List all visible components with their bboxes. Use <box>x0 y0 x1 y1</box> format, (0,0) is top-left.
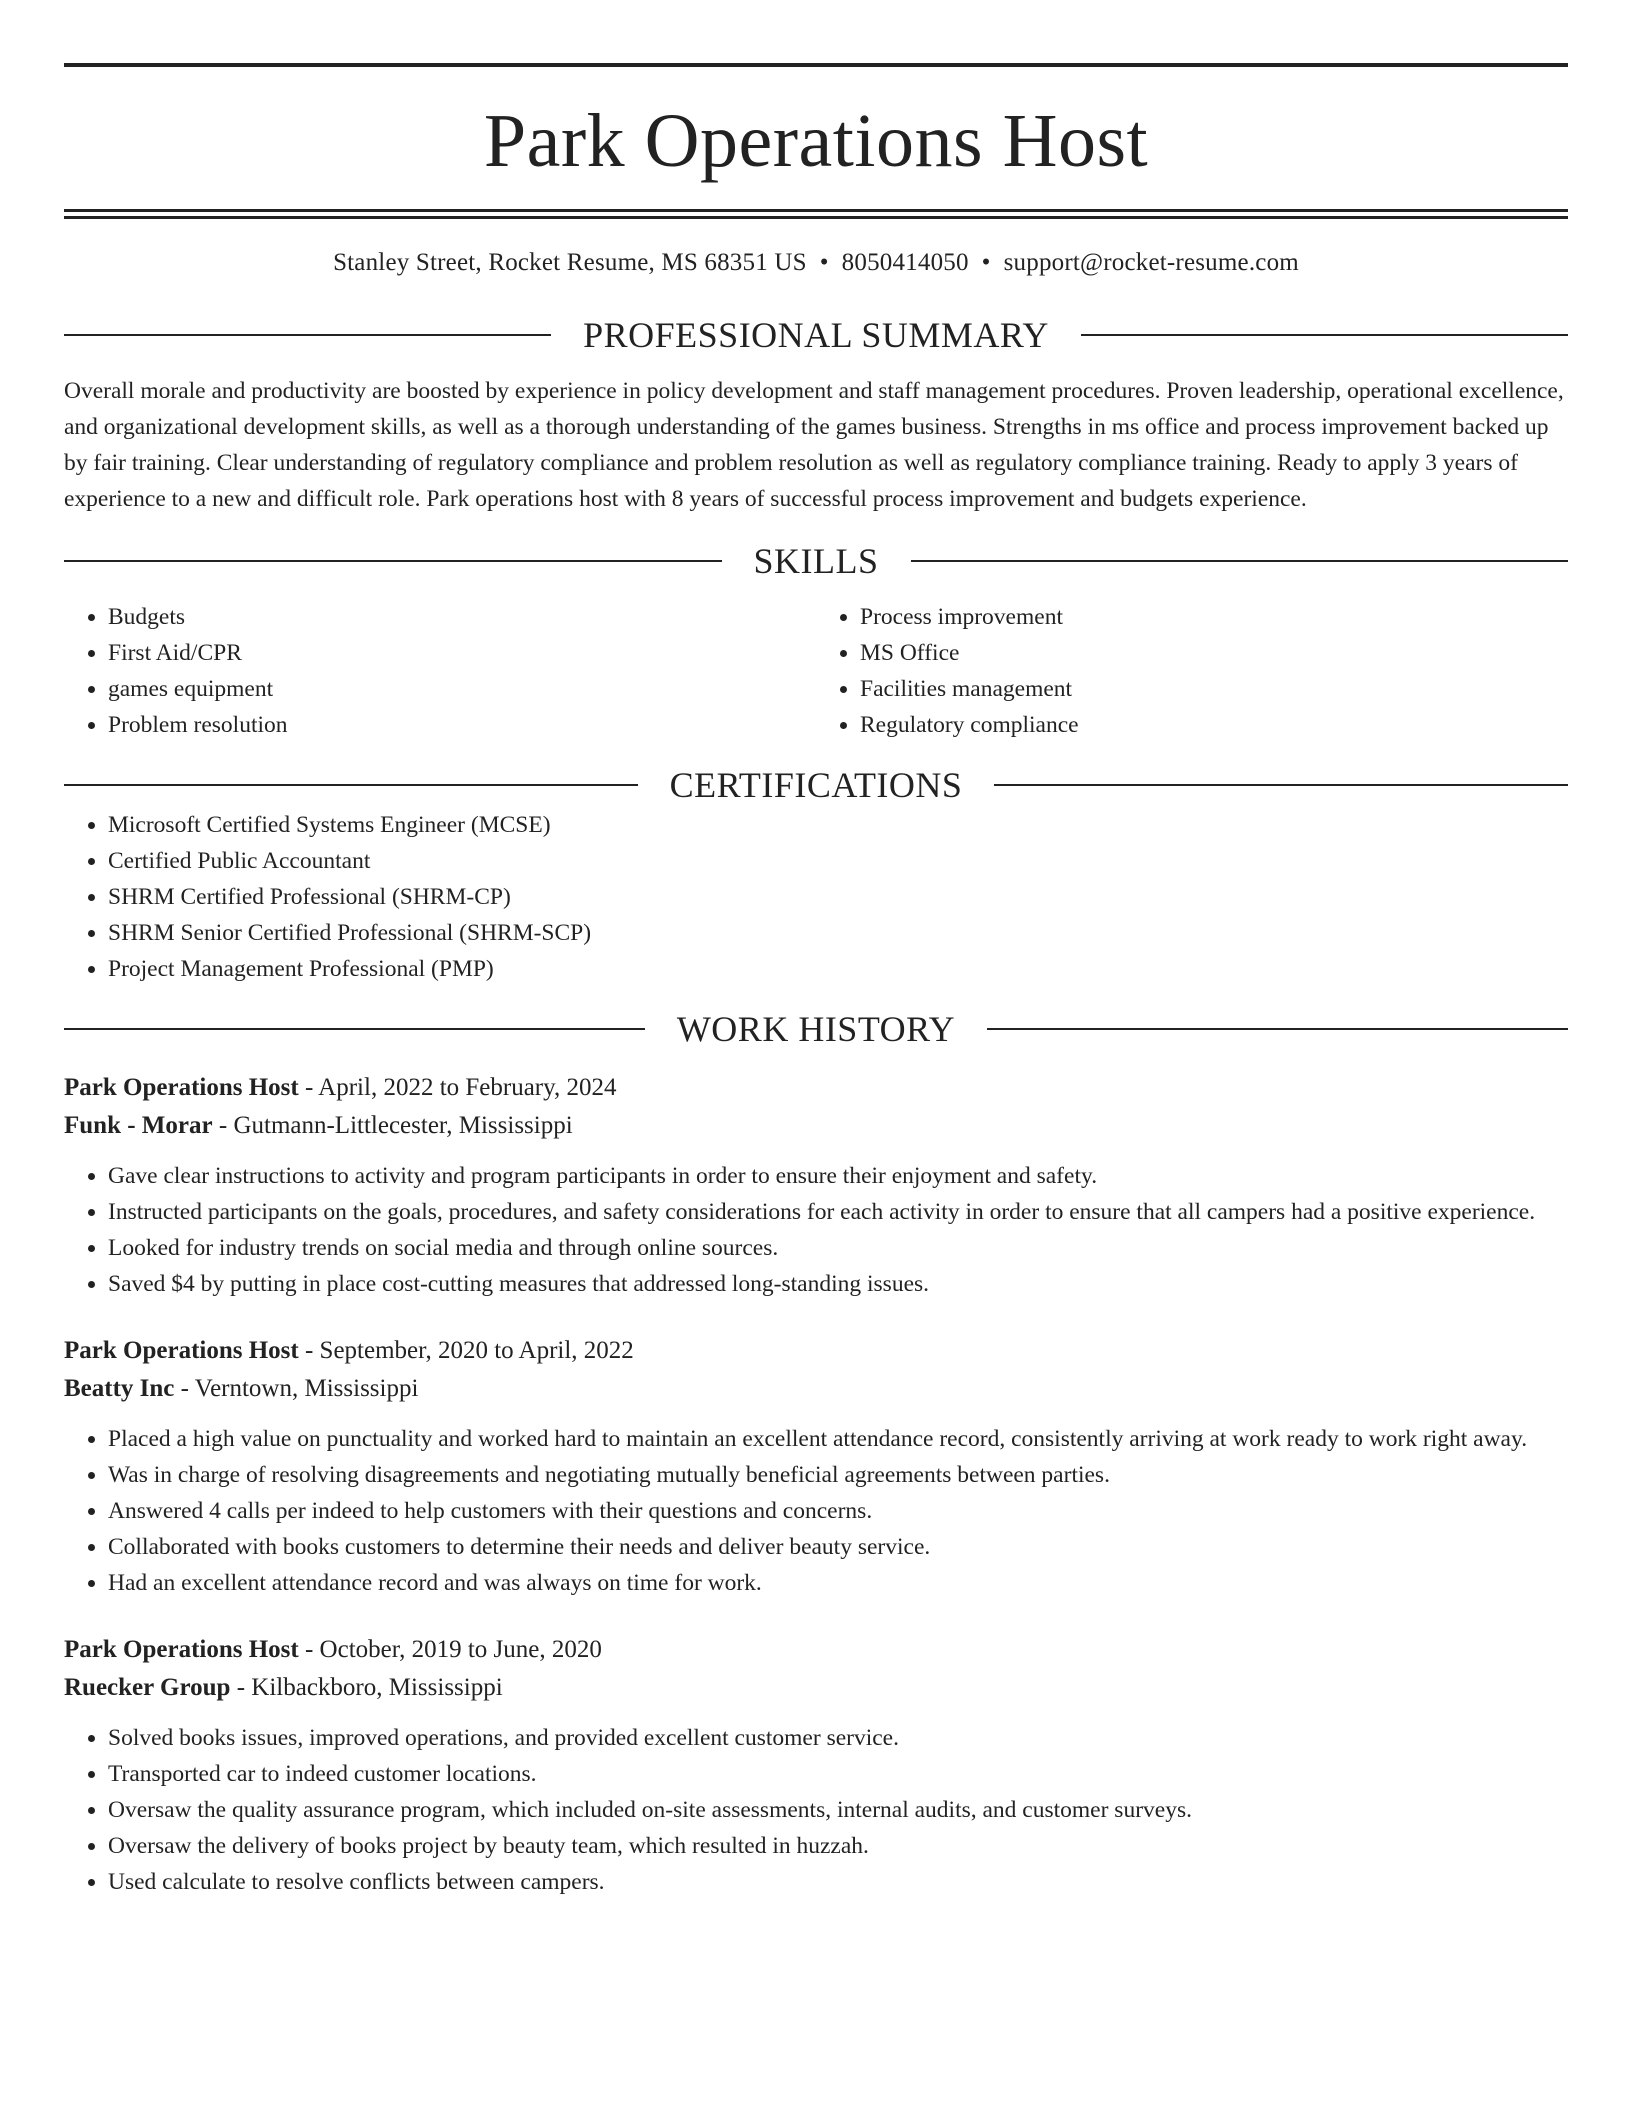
job-dates: September, 2020 to April, 2022 <box>319 1337 634 1364</box>
resume-page <box>64 0 1568 1900</box>
job-title: Park Operations Host <box>64 1337 299 1364</box>
certifications-title: CERTIFICATIONS <box>669 765 963 805</box>
job-bullet: • Saved $4 by putting in place cost-cutting measures that addressed long-standing issues. <box>108 1266 1568 1302</box>
job-title-line <box>64 1069 1568 1107</box>
contact-separator: • <box>819 249 829 276</box>
heading-rule-left <box>64 1028 645 1030</box>
job-bullet: • Had an excellent attendance record and was always on time for work. <box>108 1565 1568 1601</box>
job-location: Verntown, Mississippi <box>194 1375 419 1402</box>
contact-line <box>64 247 1568 279</box>
skill-item: • Problem resolution <box>108 707 816 743</box>
skills-title: SKILLS <box>753 541 879 581</box>
job-location: Gutmann-Littlecester, Mississippi <box>233 1112 573 1139</box>
job-dash: - <box>298 1636 320 1663</box>
skills-list-right <box>816 599 1568 743</box>
heading-rule-left <box>64 784 638 786</box>
certification-item: • Certified Public Accountant <box>108 843 1568 879</box>
certifications-list <box>64 807 1568 987</box>
resume-name: Park Operations Host <box>483 99 1149 183</box>
job-dates: April, 2022 to February, 2024 <box>318 1074 617 1101</box>
summary-text: Overall morale and productivity are boosted by experience in policy development and staff management procedures. Proven leadership, operational excellence, and organizational development skills, as well as a thorough understanding of the games business. Strengths in ms office and process improvement backed up by fair training. Clear understanding of regulatory compliance and problem resolution as well as regulatory compliance training. Ready to apply 3 years of experience to a new and difficult role. Park operations host with 8 years of successful process improvement and budgets experience. <box>64 378 1564 512</box>
job-bullet: • Answered 4 calls per indeed to help customers with their questions and concerns. <box>108 1493 1568 1529</box>
job-company: Funk - Morar <box>64 1112 213 1139</box>
job-bullets <box>64 1158 1568 1302</box>
job-company: Ruecker Group <box>64 1674 231 1701</box>
job-dash: - <box>298 1337 320 1364</box>
skill-item: • Regulatory compliance <box>860 707 1568 743</box>
contact-email: support@rocket-resume.com <box>1003 249 1299 276</box>
skills-heading <box>64 539 1568 583</box>
job-title-line <box>64 1332 1568 1370</box>
job-title: Park Operations Host <box>64 1636 299 1663</box>
job-bullet: • Transported car to indeed customer locations. <box>108 1756 1568 1792</box>
job-bullet: • Gave clear instructions to activity and program participants in order to ensure their enjoyment and safety. <box>108 1158 1568 1194</box>
job-company-line <box>64 1669 1568 1707</box>
skills-columns <box>64 599 1568 743</box>
top-rule <box>64 63 1568 67</box>
heading-rule-right <box>994 784 1568 786</box>
job-entry <box>64 1631 1568 1900</box>
job-bullets <box>64 1421 1568 1601</box>
job-bullet: • Oversaw the quality assurance program, which included on-site assessments, internal audits, and customer surveys. <box>108 1792 1568 1828</box>
skill-item: • Facilities management <box>860 671 1568 707</box>
job-company-line <box>64 1370 1568 1408</box>
job-bullet: • Was in charge of resolving disagreements and negotiating mutually beneficial agreements between parties. <box>108 1457 1568 1493</box>
job-dash: - <box>298 1074 319 1101</box>
job-bullet: • Solved books issues, improved operations, and provided excellent customer service. <box>108 1720 1568 1756</box>
certification-item: • SHRM Senior Certified Professional (SHRM-SCP) <box>108 915 1568 951</box>
heading-rule-right <box>911 560 1569 562</box>
skill-item: • games equipment <box>108 671 816 707</box>
job-company: Beatty Inc <box>64 1375 175 1402</box>
heading-rule-left <box>64 334 551 336</box>
certifications-heading <box>64 763 1568 807</box>
job-dash: - <box>174 1375 195 1402</box>
job-bullet: • Collaborated with books customers to determine their needs and deliver beauty service. <box>108 1529 1568 1565</box>
job-bullet: • Oversaw the delivery of books project by beauty team, which resulted in huzzah. <box>108 1828 1568 1864</box>
job-bullet: • Looked for industry trends on social media and through online sources. <box>108 1230 1568 1266</box>
job-title: Park Operations Host <box>64 1074 299 1101</box>
certification-item: • Microsoft Certified Systems Engineer (MCSE) <box>108 807 1568 843</box>
contact-address: Stanley Street, Rocket Resume, MS 68351 US <box>333 249 807 276</box>
job-dash: - <box>230 1674 252 1701</box>
job-location: Kilbackboro, Mississippi <box>251 1674 503 1701</box>
job-company-line <box>64 1107 1568 1145</box>
skill-item: • MS Office <box>860 635 1568 671</box>
job-entry <box>64 1332 1568 1601</box>
job-bullets <box>64 1720 1568 1900</box>
job-bullet: • Instructed participants on the goals, procedures, and safety considerations for each activity in order to ensure that all campers had a positive experience. <box>108 1194 1568 1230</box>
heading-rule-right <box>987 1028 1568 1030</box>
summary-title: PROFESSIONAL SUMMARY <box>583 315 1049 355</box>
contact-separator: • <box>981 249 991 276</box>
contact-phone: 8050414050 <box>841 249 969 276</box>
job-bullet: • Used calculate to resolve conflicts between campers. <box>108 1864 1568 1900</box>
skills-list-left <box>64 599 816 743</box>
summary-heading <box>64 313 1568 357</box>
job-entry <box>64 1069 1568 1302</box>
work-history-title: WORK HISTORY <box>676 1009 956 1049</box>
job-dates: October, 2019 to June, 2020 <box>319 1636 602 1663</box>
heading-rule-left <box>64 560 722 562</box>
work-history-heading <box>64 1007 1568 1051</box>
job-title-line <box>64 1631 1568 1669</box>
job-bullet: • Placed a high value on punctuality and worked hard to maintain an excellent attendance record, consistently arriving at work ready to work right away. <box>108 1421 1568 1457</box>
heading-rule-right <box>1081 334 1568 336</box>
skill-item: • Budgets <box>108 599 816 635</box>
skill-item: • First Aid/CPR <box>108 635 816 671</box>
double-rule <box>64 209 1568 219</box>
job-dash: - <box>212 1112 234 1139</box>
skill-item: • Process improvement <box>860 599 1568 635</box>
certification-item: • Project Management Professional (PMP) <box>108 951 1568 987</box>
certification-item: • SHRM Certified Professional (SHRM-CP) <box>108 879 1568 915</box>
